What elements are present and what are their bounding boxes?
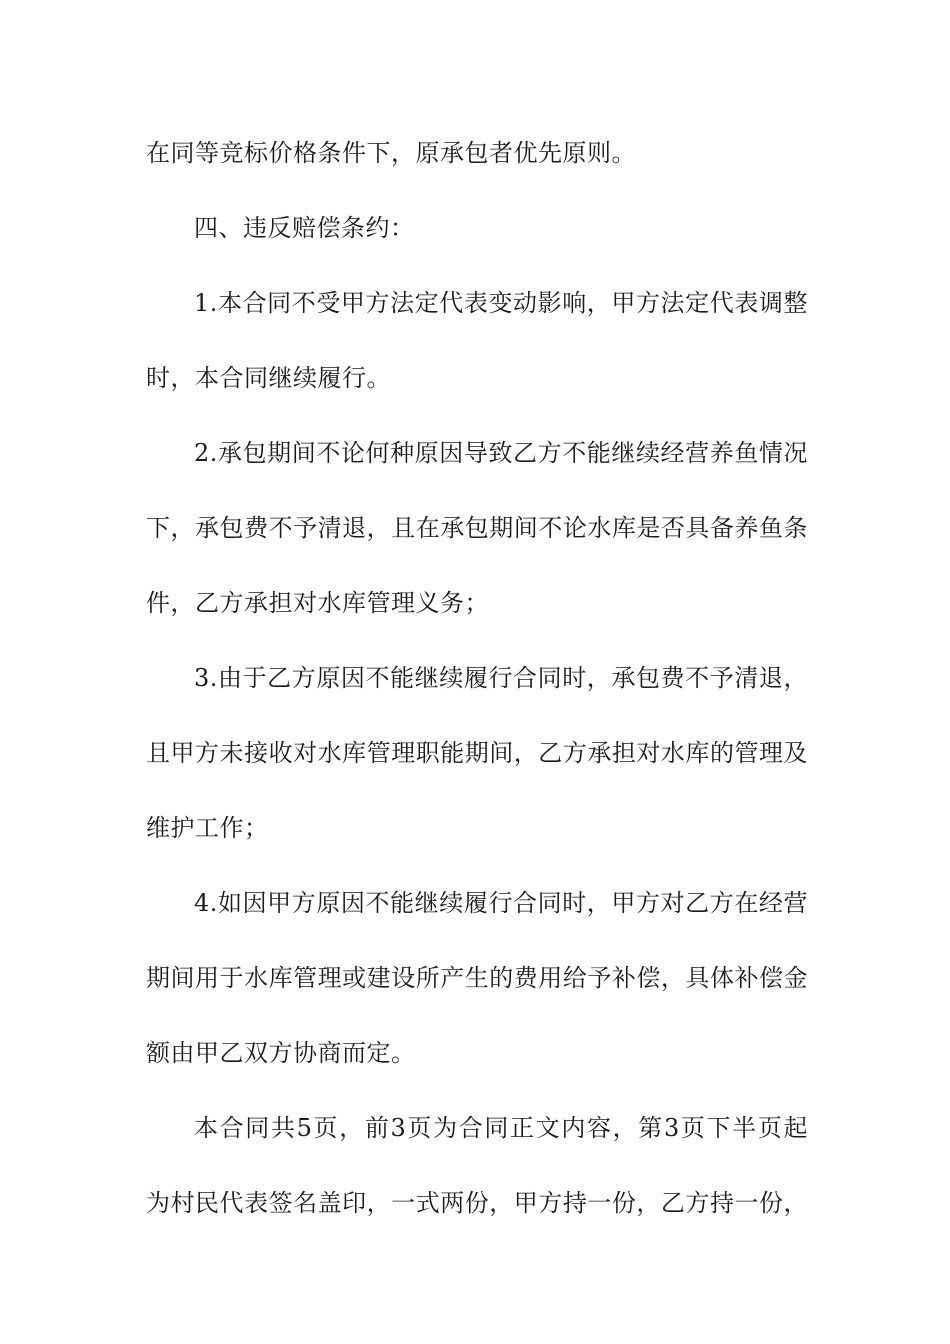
text-line: 期间用于水库管理或建设所产生的费用给予补偿，具体补偿金 bbox=[146, 964, 808, 992]
text-line: 3.由于乙方原因不能继续履行合同时，承包费不予清退， bbox=[194, 664, 808, 692]
section-heading: 四、违反赔偿条约： bbox=[194, 214, 415, 242]
text-line: 为村民代表签名盖印，一式两份，甲方持一份，乙方持一份， bbox=[146, 1189, 808, 1217]
text-line: 2.承包期间不论何种原因导致乙方不能继续经营养鱼情况 bbox=[194, 439, 808, 467]
text-line: 在同等竞标价格条件下，原承包者优先原则。 bbox=[146, 139, 636, 167]
text-line: 时，本合同继续履行。 bbox=[146, 364, 391, 392]
text-line: 且甲方未接收对水库管理职能期间，乙方承担对水库的管理及 bbox=[146, 739, 808, 767]
text-line: 额由甲乙双方协商而定。 bbox=[146, 1039, 416, 1067]
text-line: 1.本合同不受甲方法定代表变动影响，甲方法定代表调整 bbox=[194, 289, 808, 317]
text-line: 本合同共5页，前3页为合同正文内容，第3页下半页起 bbox=[194, 1114, 808, 1142]
text-line: 维护工作； bbox=[146, 814, 269, 842]
text-line: 下，承包费不予清退，且在承包期间不论水库是否具备养鱼条 bbox=[146, 514, 808, 542]
text-line: 件，乙方承担对水库管理义务； bbox=[146, 589, 489, 617]
text-line: 4.如因甲方原因不能继续履行合同时，甲方对乙方在经营 bbox=[194, 889, 808, 917]
